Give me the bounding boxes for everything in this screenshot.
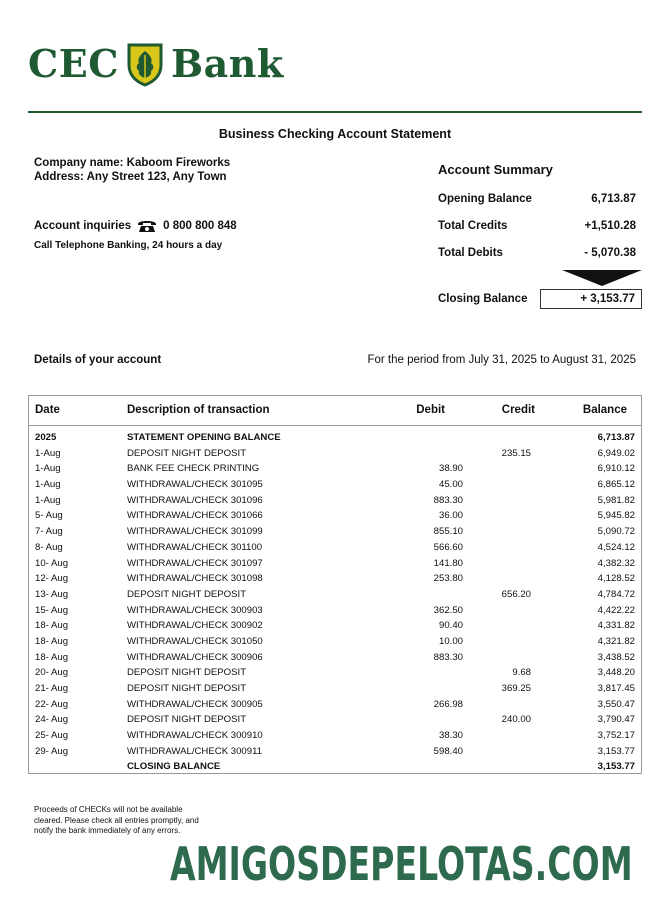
cell-balance: 3,438.52 bbox=[597, 651, 635, 663]
cell-date: 21- Aug bbox=[35, 683, 69, 694]
telephone-icon bbox=[137, 219, 157, 233]
cell-date: 13- Aug bbox=[35, 588, 69, 600]
header-credit: Credit bbox=[501, 404, 535, 416]
table-body bbox=[29, 426, 641, 775]
statement-period: For the period from July 31, 2025 to August 31, 2025 bbox=[367, 354, 636, 366]
cell-date: 12- Aug bbox=[35, 573, 69, 585]
cell-date: 1-Aug bbox=[35, 463, 61, 475]
header-description: Description of transaction bbox=[127, 404, 270, 416]
cell-balance: 3,790.47 bbox=[597, 714, 635, 726]
cell-description: WITHDRAWAL/CHECK 301100 bbox=[127, 541, 263, 553]
cell-date: 8- Aug bbox=[35, 541, 63, 553]
cell-balance: 6,910.12 bbox=[597, 463, 635, 475]
table-row bbox=[29, 665, 641, 681]
cell-description: STATEMENT OPENING BALANCE bbox=[127, 432, 281, 443]
cell-date: 1-Aug bbox=[35, 494, 61, 506]
header-date: Date bbox=[35, 404, 60, 416]
transactions-table bbox=[28, 395, 642, 774]
statement-title: Business Checking Account Statement bbox=[218, 127, 452, 141]
account-inquiries bbox=[34, 219, 237, 233]
company-info bbox=[34, 156, 230, 184]
cell-balance: 4,784.72 bbox=[597, 588, 635, 600]
table-row bbox=[29, 634, 641, 650]
cell-description: WITHDRAWAL/CHECK 301098 bbox=[127, 573, 263, 585]
summary-label: Total Credits bbox=[438, 220, 508, 232]
cell-description: WITHDRAWAL/CHECK 301095 bbox=[127, 479, 263, 491]
cell-description: DEPOSIT NIGHT DEPOSIT bbox=[127, 447, 247, 459]
cell-balance: 4,331.82 bbox=[597, 620, 635, 632]
table-row bbox=[29, 508, 641, 524]
cell-debit: 38.30 bbox=[438, 730, 463, 742]
inquiries-label: Account inquiries bbox=[34, 220, 132, 232]
cell-debit: 883.30 bbox=[433, 494, 463, 506]
cell-balance: 4,422.22 bbox=[597, 604, 635, 616]
table-row bbox=[29, 571, 641, 587]
cell-date: 25- Aug bbox=[35, 730, 69, 742]
header-balance: Balance bbox=[582, 404, 627, 416]
details-label: Details of your account bbox=[34, 354, 162, 366]
cell-description: WITHDRAWAL/CHECK 301097 bbox=[127, 557, 263, 569]
cell-balance: 3,550.47 bbox=[597, 698, 635, 710]
table-row bbox=[29, 524, 641, 540]
telephone-banking-note: Call Telephone Banking, 24 hours a day bbox=[34, 240, 223, 251]
cell-description: BANK FEE CHECK PRINTING bbox=[127, 463, 260, 475]
cell-debit: 10.00 bbox=[438, 635, 463, 647]
table-row bbox=[29, 477, 641, 493]
table-row bbox=[29, 493, 641, 509]
cell-debit: 36.00 bbox=[438, 510, 463, 522]
cell-description: WITHDRAWAL/CHECK 300911 bbox=[127, 745, 263, 757]
table-row bbox=[29, 461, 641, 477]
cell-balance: 3,153.77 bbox=[597, 745, 635, 757]
cell-description: WITHDRAWAL/CHECK 301050 bbox=[127, 635, 263, 647]
cell-description: DEPOSIT NIGHT DEPOSIT bbox=[127, 714, 247, 726]
cell-balance: 3,153.77 bbox=[597, 761, 635, 773]
summary-value: - 5,070.38 bbox=[584, 247, 636, 259]
cell-balance: 5,090.72 bbox=[597, 526, 635, 538]
cell-date: 18- Aug bbox=[35, 620, 69, 632]
table-row bbox=[29, 728, 641, 744]
cell-credit: 9.68 bbox=[512, 667, 531, 679]
company-name: Company name: Kaboom Fireworks bbox=[34, 157, 231, 169]
oak-leaf-shield-icon bbox=[125, 41, 165, 87]
table-row bbox=[29, 697, 641, 713]
cell-debit: 266.98 bbox=[433, 698, 463, 710]
bank-logo bbox=[28, 40, 284, 88]
table-row bbox=[29, 556, 641, 572]
cell-balance: 4,524.12 bbox=[597, 541, 635, 553]
cell-balance: 5,945.82 bbox=[597, 510, 635, 522]
footnote-line: notify the bank immediately of any errors. bbox=[34, 826, 181, 835]
cell-balance: 6,949.02 bbox=[597, 447, 635, 459]
cell-description: WITHDRAWAL/CHECK 301066 bbox=[127, 510, 263, 522]
table-row bbox=[29, 681, 641, 697]
summary-label: Total Debits bbox=[438, 247, 503, 259]
cell-balance: 3,448.20 bbox=[597, 667, 635, 679]
table-row bbox=[29, 650, 641, 666]
cell-date: 22- Aug bbox=[35, 698, 69, 710]
cell-balance: 5,981.82 bbox=[597, 494, 635, 506]
cell-description: DEPOSIT NIGHT DEPOSIT bbox=[127, 588, 247, 600]
cell-description: WITHDRAWAL/CHECK 301096 bbox=[127, 494, 263, 506]
table-row bbox=[29, 618, 641, 634]
logo-text-left: CEC bbox=[28, 41, 119, 86]
cell-description: WITHDRAWAL/CHECK 300906 bbox=[127, 651, 263, 663]
cell-description: WITHDRAWAL/CHECK 300903 bbox=[127, 604, 263, 616]
cell-date: 2025 bbox=[35, 432, 57, 443]
table-row bbox=[29, 587, 641, 603]
cell-date: 10- Aug bbox=[35, 557, 69, 569]
cell-balance: 3,817.45 bbox=[597, 683, 635, 694]
closing-balance-value: + 3,153.77 bbox=[540, 289, 642, 309]
closing-balance-summary bbox=[438, 289, 642, 309]
cell-balance: 3,752.17 bbox=[597, 730, 635, 742]
cell-balance: 4,128.52 bbox=[597, 573, 635, 585]
summary-opening-balance bbox=[438, 193, 642, 220]
cell-date: 24- Aug bbox=[35, 714, 69, 726]
cell-debit: 253.80 bbox=[433, 573, 463, 585]
cell-date: 29- Aug bbox=[35, 745, 69, 757]
cell-debit: 90.40 bbox=[438, 620, 463, 632]
cell-debit: 141.80 bbox=[433, 557, 463, 569]
cell-credit: 240.00 bbox=[501, 714, 531, 726]
header-divider bbox=[28, 111, 642, 113]
cell-date: 18- Aug bbox=[35, 651, 69, 663]
summary-total-credits bbox=[438, 220, 642, 247]
cell-debit: 598.40 bbox=[433, 745, 463, 757]
inquiries-phone[interactable]: 0 800 800 848 bbox=[163, 220, 237, 232]
cell-debit: 883.30 bbox=[433, 651, 463, 663]
cell-description: WITHDRAWAL/CHECK 301099 bbox=[127, 526, 263, 538]
company-address: Address: Any Street 123, Any Town bbox=[34, 171, 227, 183]
table-row bbox=[29, 446, 641, 462]
cell-debit: 45.00 bbox=[438, 479, 463, 491]
summary-label: Opening Balance bbox=[438, 193, 532, 205]
summary-value: +1,510.28 bbox=[584, 220, 636, 232]
cell-debit: 362.50 bbox=[433, 604, 463, 616]
cell-balance: 6,713.87 bbox=[597, 432, 635, 443]
cell-date: 1-Aug bbox=[35, 479, 61, 491]
footnote bbox=[34, 805, 234, 837]
cell-credit: 656.20 bbox=[501, 588, 531, 600]
cell-description: CLOSING BALANCE bbox=[127, 761, 221, 773]
cell-debit: 566.60 bbox=[433, 541, 463, 553]
cell-description: WITHDRAWAL/CHECK 300905 bbox=[127, 698, 263, 710]
cell-debit: 855.10 bbox=[433, 526, 463, 538]
table-row bbox=[29, 744, 641, 760]
cell-date: 18- Aug bbox=[35, 635, 69, 647]
down-arrow-icon bbox=[562, 270, 642, 286]
cell-balance: 4,321.82 bbox=[597, 635, 635, 647]
cell-balance: 4,382.32 bbox=[597, 557, 635, 569]
cell-date: 5- Aug bbox=[35, 510, 63, 522]
table-row bbox=[29, 603, 641, 619]
cell-date: 20- Aug bbox=[35, 667, 69, 679]
footnote-line: cleared. Please check all entries promptly, and bbox=[34, 815, 199, 825]
cell-description: WITHDRAWAL/CHECK 300902 bbox=[127, 620, 263, 632]
table-row bbox=[29, 430, 641, 446]
summary-value: 6,713.87 bbox=[591, 193, 636, 205]
logo-text-right: Bank bbox=[170, 41, 284, 86]
cell-description: DEPOSIT NIGHT DEPOSIT bbox=[127, 683, 247, 694]
table-row bbox=[29, 712, 641, 728]
cell-date: 15- Aug bbox=[35, 604, 69, 616]
cell-date: 1-Aug bbox=[35, 447, 61, 459]
table-row bbox=[29, 759, 641, 775]
footnote-line: Proceeds of CHECKs will not be available bbox=[34, 805, 183, 814]
cell-credit: 235.15 bbox=[501, 447, 531, 459]
table-row bbox=[29, 540, 641, 556]
cell-credit: 369.25 bbox=[501, 683, 531, 694]
cell-description: DEPOSIT NIGHT DEPOSIT bbox=[127, 667, 247, 679]
cell-date: 7- Aug bbox=[35, 526, 63, 538]
table-header bbox=[29, 396, 641, 426]
cell-description: WITHDRAWAL/CHECK 300910 bbox=[127, 730, 263, 742]
watermark-text: AMIGOSDEPELOTAS.COM bbox=[170, 837, 633, 891]
summary-title: Account Summary bbox=[438, 162, 553, 177]
account-summary bbox=[438, 162, 642, 274]
cell-debit: 38.90 bbox=[438, 463, 463, 475]
cell-balance: 6,865.12 bbox=[597, 479, 635, 491]
closing-balance-label: Closing Balance bbox=[438, 293, 528, 305]
header-debit: Debit bbox=[416, 404, 445, 416]
